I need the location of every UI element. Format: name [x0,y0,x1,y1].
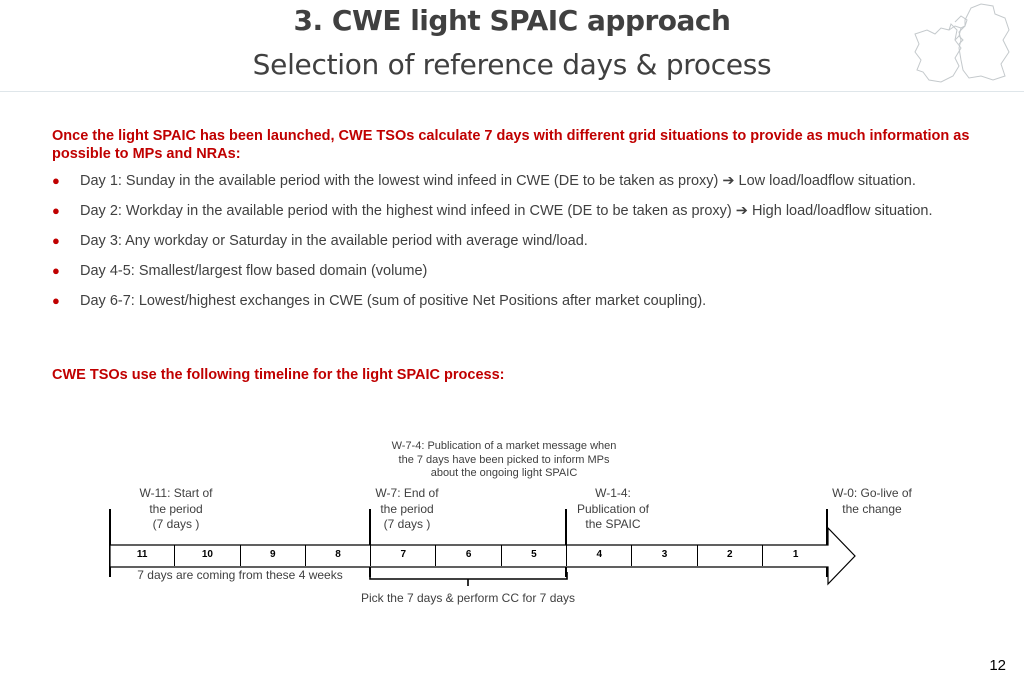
milestone-line: the change [842,501,902,516]
page-number: 12 [989,657,1006,674]
bullet-text: Day 3: Any workday or Saturday in the available period with average wind/load. [80,233,588,249]
week-cell: 5 [502,545,567,566]
timeline-heading: CWE TSOs use the following timeline for the light SPAIC process: [52,367,505,383]
slide-subtitle: Selection of reference days & process [252,48,772,81]
milestone-line: the SPAIC [585,517,641,531]
milestone-line: Publication of [576,501,650,516]
bullet-icon: ● [52,233,60,248]
bullet-icon: ● [52,173,60,188]
slide-title: 3. CWE light SPAIC approach [293,4,731,37]
week-cell: 6 [437,545,502,566]
week-cell: 4 [567,545,632,566]
bullet-icon: ● [52,293,60,308]
bullet-text: Day 1: Sunday in the available period with the lowest wind infeed in CWE (DE to be taken as proxy) ➔ Low load/loadflow situation. [80,173,916,189]
milestone-line: (7 days ) [152,517,200,531]
week-cell: 8 [306,545,371,566]
note-line: W-7-4: Publication of a market message when [391,440,617,452]
week-cell: 3 [632,545,697,566]
week-cell: 10 [175,545,240,566]
milestone-line: W-0: Go-live of [832,486,912,500]
bullet-text: Day 2: Workday in the available period with the highest wind infeed in CWE (DE to be taken as proxy) ➔ High load/loadflow situation. [80,203,933,219]
week-cell: 2 [698,545,763,566]
milestone-line: W-11: Start of [139,486,213,500]
milestone-line: (7 days ) [383,517,431,531]
note-line: about the ongoing light SPAIC [430,467,578,479]
milestone-line: the period [149,501,203,516]
milestone-line: W-1-4: [595,486,631,500]
pick-days-note: Pick the 7 days & perform CC for 7 days [360,591,576,605]
week-cell: 9 [241,545,306,566]
week-cell: 1 [792,549,799,560]
week-cell: 7 [371,545,436,566]
note-line: the 7 days have been picked to inform MPs [398,453,610,466]
milestone-line: the period [380,501,434,516]
week-cell: 11 [110,545,175,566]
bullet-text: Day 4-5: Smallest/largest flow based domain (volume) [80,263,428,279]
milestone-line: W-7: End of [375,486,439,500]
four-weeks-note: 7 days are coming from these 4 weeks [137,568,343,582]
bullet-text: Day 6-7: Lowest/highest exchanges in CWE (sum of positive Net Positions after market coupling). [80,293,707,309]
bullet-icon: ● [52,263,60,278]
intro-text: Once the light SPAIC has been launched, CWE TSOs calculate 7 days with different grid situations to provide as much information as possible to MPs and NRAs: [52,128,970,162]
bullet-icon: ● [52,203,60,218]
